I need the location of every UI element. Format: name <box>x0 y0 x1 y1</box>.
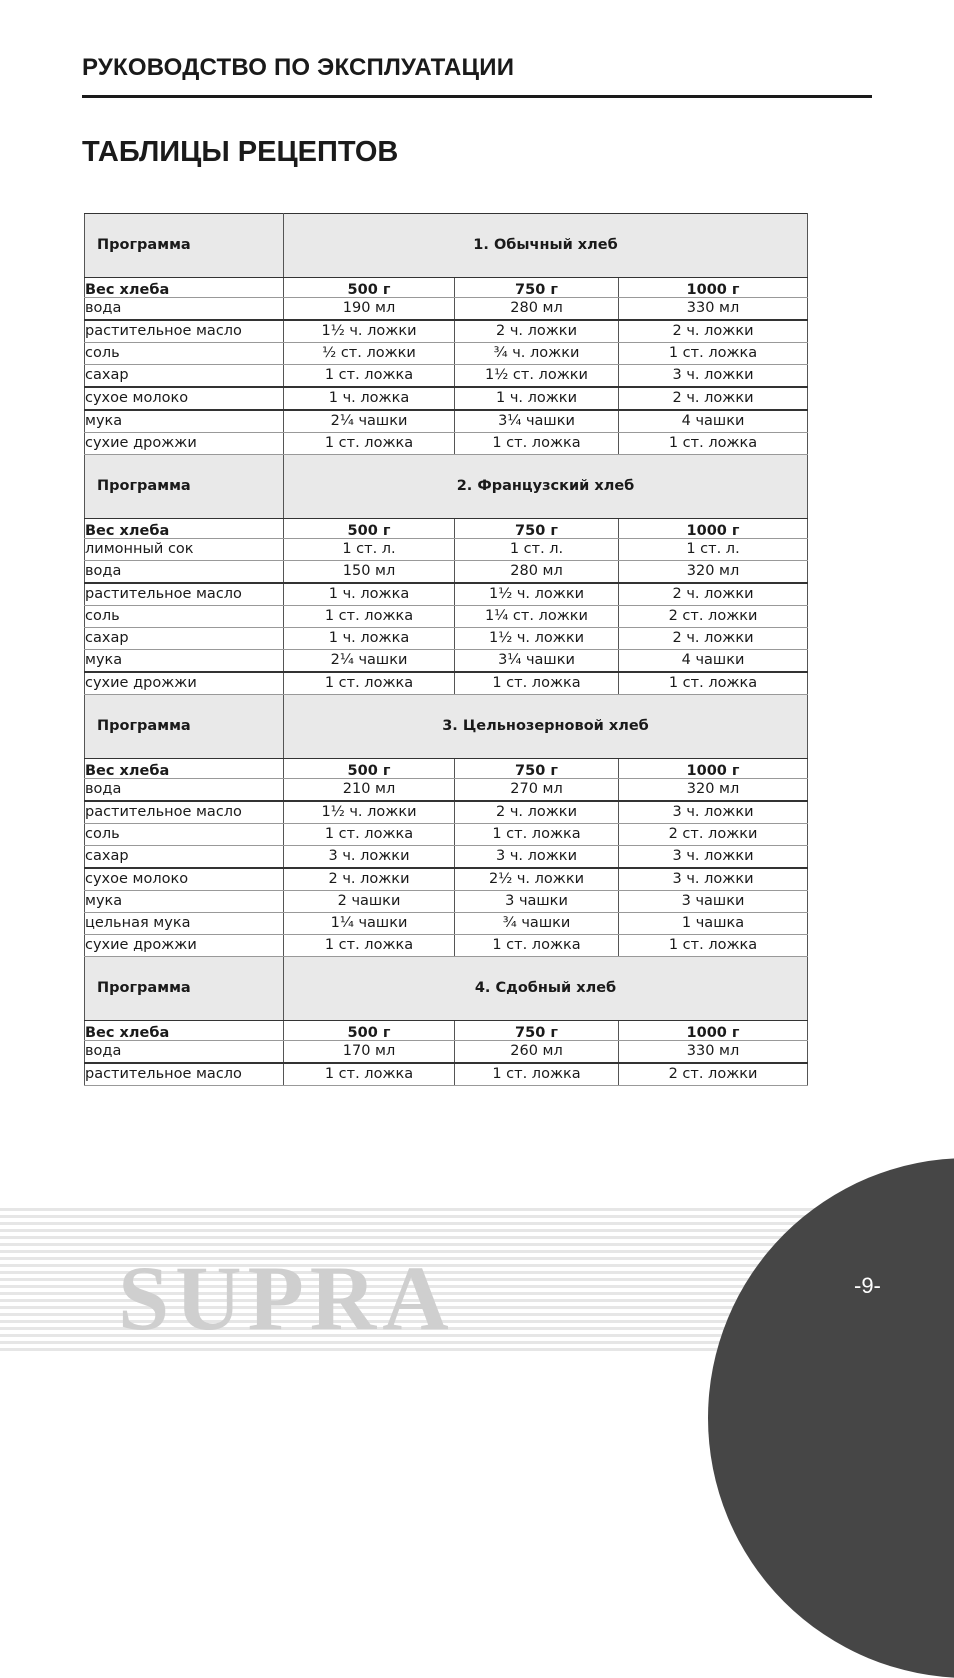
ingredient-amount: 1 чашка <box>619 913 808 935</box>
ingredient-name: сахар <box>85 365 284 388</box>
ingredient-name: соль <box>85 343 284 365</box>
program-label: Программа <box>85 455 284 519</box>
ingredient-amount: 280 мл <box>455 298 619 321</box>
ingredient-row <box>85 365 808 388</box>
ingredient-amount: 2 ст. ложки <box>619 606 808 628</box>
ingredient-name: лимонный сок <box>85 539 284 561</box>
program-title: 2. Французский хлеб <box>284 455 808 519</box>
ingredient-name: мука <box>85 650 284 673</box>
ingredient-amount: 1 ч. ложка <box>284 583 455 606</box>
ingredient-row <box>85 801 808 824</box>
ingredient-name: соль <box>85 606 284 628</box>
ingredient-row <box>85 935 808 957</box>
ingredient-name: сахар <box>85 846 284 869</box>
ingredient-row <box>85 913 808 935</box>
ingredient-amount: 2 ч. ложки <box>455 320 619 343</box>
ingredient-amount: 1 ст. л. <box>284 539 455 561</box>
ingredient-name: растительное масло <box>85 583 284 606</box>
weight-value: 1000 г <box>619 1021 808 1041</box>
ingredient-name: сухое молоко <box>85 868 284 891</box>
ingredient-amount: 320 мл <box>619 779 808 802</box>
ingredient-amount: 2 ч. ложки <box>284 868 455 891</box>
ingredient-amount: 1 ст. ложка <box>284 824 455 846</box>
ingredient-amount: 4 чашки <box>619 650 808 673</box>
ingredient-amount: 1 ч. ложки <box>455 387 619 410</box>
weight-value: 500 г <box>284 759 455 779</box>
ingredient-amount: 270 мл <box>455 779 619 802</box>
ingredient-row <box>85 561 808 584</box>
ingredient-name: вода <box>85 779 284 802</box>
ingredient-amount: 1 ст. л. <box>619 539 808 561</box>
ingredient-amount: 1 ч. ложка <box>284 628 455 650</box>
ingredient-name: вода <box>85 298 284 321</box>
weight-value: 750 г <box>455 1021 619 1041</box>
weight-label: Вес хлеба <box>85 519 284 539</box>
ingredient-amount: 1 ч. ложка <box>284 387 455 410</box>
ingredient-row <box>85 650 808 673</box>
ingredient-amount: 1 ст. ложка <box>619 433 808 455</box>
ingredient-amount: 2¼ чашки <box>284 410 455 433</box>
ingredient-row <box>85 868 808 891</box>
ingredient-amount: 2 ст. ложки <box>619 824 808 846</box>
ingredient-row <box>85 1063 808 1086</box>
header-divider <box>82 95 872 98</box>
ingredient-amount: 3 ч. ложки <box>455 846 619 869</box>
ingredient-name: сухие дрожжи <box>85 935 284 957</box>
ingredient-amount: 3 чашки <box>619 891 808 913</box>
ingredient-amount: 1 ст. л. <box>455 539 619 561</box>
ingredient-amount: 3 ч. ложки <box>619 868 808 891</box>
section-title: ТАБЛИЦЫ РЕЦЕПТОВ <box>82 136 399 168</box>
ingredient-amount: 2 ч. ложки <box>619 320 808 343</box>
program-label: Программа <box>85 957 284 1021</box>
page-number: -9- <box>854 1273 881 1298</box>
ingredient-row <box>85 343 808 365</box>
ingredient-row <box>85 628 808 650</box>
ingredient-row <box>85 320 808 343</box>
ingredient-row <box>85 1041 808 1064</box>
ingredient-row <box>85 433 808 455</box>
weight-row <box>85 1021 808 1041</box>
ingredient-amount: 2 ст. ложки <box>619 1063 808 1086</box>
ingredient-row <box>85 298 808 321</box>
program-row <box>85 455 808 519</box>
ingredient-row <box>85 606 808 628</box>
ingredient-amount: 1 ст. ложка <box>284 672 455 695</box>
ingredient-amount: 280 мл <box>455 561 619 584</box>
ingredient-row <box>85 410 808 433</box>
weight-label: Вес хлеба <box>85 759 284 779</box>
ingredient-amount: 1½ ч. ложки <box>455 583 619 606</box>
ingredient-amount: 1 ст. ложка <box>455 824 619 846</box>
weight-label: Вес хлеба <box>85 278 284 298</box>
ingredient-amount: 3¼ чашки <box>455 650 619 673</box>
ingredient-amount: 1¼ ст. ложки <box>455 606 619 628</box>
ingredient-amount: 3 ч. ложки <box>619 846 808 869</box>
ingredient-amount: 320 мл <box>619 561 808 584</box>
ingredient-amount: 170 мл <box>284 1041 455 1064</box>
ingredient-amount: ¾ ч. ложки <box>455 343 619 365</box>
recipes-table <box>84 213 808 1086</box>
weight-row <box>85 278 808 298</box>
ingredient-amount: 210 мл <box>284 779 455 802</box>
ingredient-amount: 1 ст. ложка <box>619 935 808 957</box>
weight-value: 750 г <box>455 519 619 539</box>
weight-value: 500 г <box>284 278 455 298</box>
ingredient-amount: 2¼ чашки <box>284 650 455 673</box>
ingredient-row <box>85 672 808 695</box>
ingredient-name: сухие дрожжи <box>85 672 284 695</box>
ingredient-amount: 1 ст. ложка <box>455 672 619 695</box>
ingredient-amount: 2 ч. ложки <box>455 801 619 824</box>
ingredient-amount: 2 ч. ложки <box>619 387 808 410</box>
ingredient-amount: 1½ ч. ложки <box>455 628 619 650</box>
program-title: 4. Сдобный хлеб <box>284 957 808 1021</box>
weight-value: 750 г <box>455 759 619 779</box>
ingredient-amount: 330 мл <box>619 1041 808 1064</box>
recipes-table-body <box>85 214 808 1086</box>
ingredient-amount: ½ ст. ложки <box>284 343 455 365</box>
program-label: Программа <box>85 695 284 759</box>
ingredient-amount: 4 чашки <box>619 410 808 433</box>
ingredient-amount: 1½ ст. ложки <box>455 365 619 388</box>
ingredient-row <box>85 824 808 846</box>
ingredient-amount: 1 ст. ложка <box>284 1063 455 1086</box>
ingredient-row <box>85 891 808 913</box>
ingredient-amount: 1¼ чашки <box>284 913 455 935</box>
ingredient-amount: 1 ст. ложка <box>284 433 455 455</box>
weight-value: 750 г <box>455 278 619 298</box>
program-row <box>85 214 808 278</box>
ingredient-amount: 2 ч. ложки <box>619 583 808 606</box>
ingredient-amount: 1 ст. ложка <box>455 1063 619 1086</box>
ingredient-name: сухие дрожжи <box>85 433 284 455</box>
ingredient-amount: 2½ ч. ложки <box>455 868 619 891</box>
ingredient-name: соль <box>85 824 284 846</box>
ingredient-amount: 1 ст. ложка <box>284 606 455 628</box>
manual-header-title: РУКОВОДСТВО ПО ЭКСПЛУАТАЦИИ <box>82 54 515 81</box>
ingredient-amount: 3 ч. ложки <box>284 846 455 869</box>
ingredient-amount: 190 мл <box>284 298 455 321</box>
ingredient-amount: 330 мл <box>619 298 808 321</box>
ingredient-amount: 1 ст. ложка <box>284 365 455 388</box>
weight-label: Вес хлеба <box>85 1021 284 1041</box>
ingredient-row <box>85 387 808 410</box>
program-title: 3. Цельнозерновой хлеб <box>284 695 808 759</box>
ingredient-amount: 1 ст. ложка <box>455 433 619 455</box>
program-title: 1. Обычный хлеб <box>284 214 808 278</box>
ingredient-name: цельная мука <box>85 913 284 935</box>
weight-value: 500 г <box>284 1021 455 1041</box>
program-row <box>85 957 808 1021</box>
ingredient-amount: 3¼ чашки <box>455 410 619 433</box>
ingredient-row <box>85 779 808 802</box>
weight-value: 500 г <box>284 519 455 539</box>
weight-value: 1000 г <box>619 278 808 298</box>
ingredient-amount: 150 мл <box>284 561 455 584</box>
ingredient-row <box>85 846 808 869</box>
ingredient-amount: 1 ст. ложка <box>619 343 808 365</box>
ingredient-amount: 3 чашки <box>455 891 619 913</box>
ingredient-row <box>85 539 808 561</box>
ingredient-row <box>85 583 808 606</box>
program-label: Программа <box>85 214 284 278</box>
ingredient-amount: 2 ч. ложки <box>619 628 808 650</box>
program-row <box>85 695 808 759</box>
ingredient-amount: 1½ ч. ложки <box>284 801 455 824</box>
ingredient-amount: 260 мл <box>455 1041 619 1064</box>
weight-value: 1000 г <box>619 519 808 539</box>
ingredient-name: растительное масло <box>85 801 284 824</box>
ingredient-name: вода <box>85 1041 284 1064</box>
ingredient-amount: 1½ ч. ложки <box>284 320 455 343</box>
ingredient-amount: 2 чашки <box>284 891 455 913</box>
ingredient-amount: ¾ чашки <box>455 913 619 935</box>
ingredient-amount: 3 ч. ложки <box>619 801 808 824</box>
ingredient-name: сухое молоко <box>85 387 284 410</box>
supra-logo: SUPRA <box>118 1247 455 1349</box>
ingredient-amount: 1 ст. ложка <box>455 935 619 957</box>
weight-value: 1000 г <box>619 759 808 779</box>
ingredient-name: сахар <box>85 628 284 650</box>
ingredient-name: мука <box>85 891 284 913</box>
ingredient-amount: 1 ст. ложка <box>284 935 455 957</box>
weight-row <box>85 759 808 779</box>
weight-row <box>85 519 808 539</box>
ingredient-amount: 3 ч. ложки <box>619 365 808 388</box>
ingredient-name: растительное масло <box>85 1063 284 1086</box>
ingredient-name: растительное масло <box>85 320 284 343</box>
ingredient-name: мука <box>85 410 284 433</box>
ingredient-amount: 1 ст. ложка <box>619 672 808 695</box>
ingredient-name: вода <box>85 561 284 584</box>
